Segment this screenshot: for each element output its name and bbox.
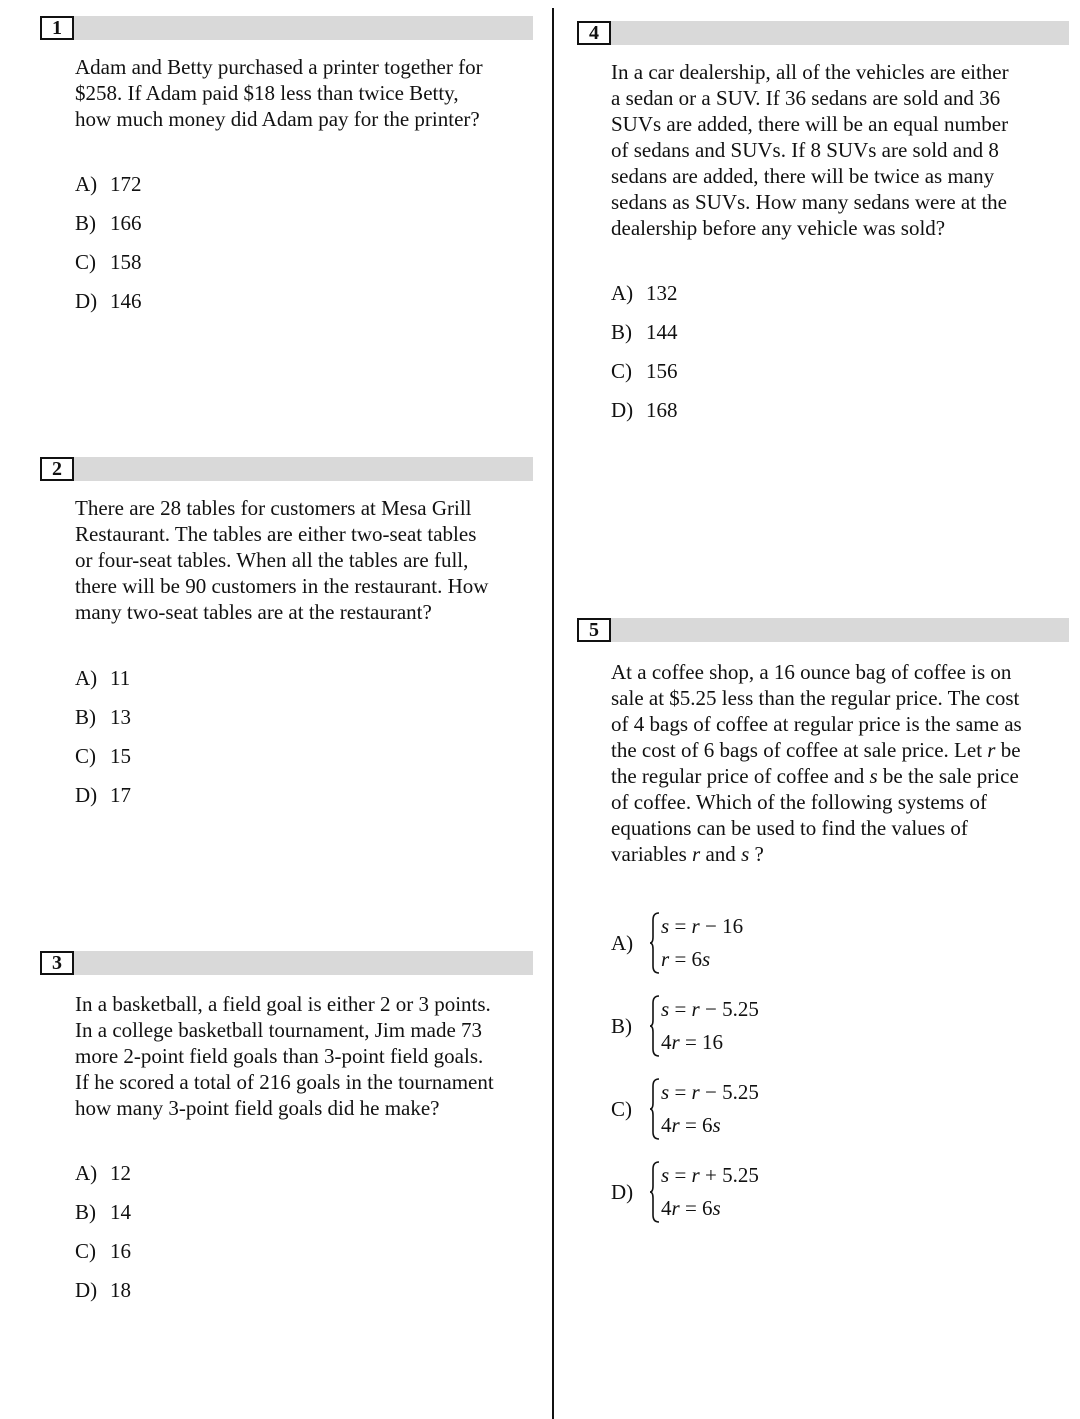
choice-value: 146 [110, 289, 142, 313]
equation: r = 6s [661, 947, 711, 971]
equation-system [661, 1076, 759, 1142]
choice-label: C) [75, 1239, 96, 1263]
stem-line: In a college basketball tournament, Jim made 73 [75, 1018, 483, 1042]
choice-value: 16 [110, 1239, 131, 1263]
left-brace-icon [649, 910, 661, 976]
equation: s = r − 5.25 [661, 1080, 759, 1104]
variable: r [661, 947, 670, 971]
choice-c[interactable] [75, 743, 131, 769]
variable: s [702, 947, 711, 971]
text-fragment: and [700, 842, 742, 866]
choice-value: 13 [110, 705, 131, 729]
choice-value: 144 [646, 320, 678, 344]
variable: s [712, 1113, 721, 1137]
choice-a[interactable] [75, 665, 130, 691]
choice-value: 15 [110, 744, 131, 768]
question-2-text [75, 495, 545, 625]
variable: s [869, 764, 878, 788]
header-bar [40, 951, 533, 975]
question-number: 2 [40, 457, 74, 481]
choice-label: C) [611, 359, 632, 383]
text-fragment: be the sale price [877, 764, 1019, 788]
stem-line: At a coffee shop, a 16 ounce bag of coffee is on [611, 660, 1012, 684]
stem-line [611, 763, 1073, 789]
choice-d[interactable] [75, 288, 142, 314]
choice-label: C) [75, 250, 96, 274]
choice-b[interactable] [75, 210, 142, 236]
stem-line: $258. If Adam paid $18 less than twice Betty, [75, 81, 459, 105]
choice-value: 156 [646, 359, 678, 383]
equation: s = r − 16 [661, 914, 744, 938]
variable: r [691, 1163, 700, 1187]
choice-value: 12 [110, 1161, 131, 1185]
choice-label: B) [75, 705, 96, 729]
header-bar [40, 457, 533, 481]
choice-value: 14 [110, 1200, 131, 1224]
question-1-text [75, 54, 545, 132]
choice-d[interactable] [75, 782, 131, 808]
stem-line: In a car dealership, all of the vehicles are either [611, 60, 1009, 84]
choice-value: 132 [646, 281, 678, 305]
question-2-header [40, 457, 533, 481]
stem-line: There are 28 tables for customers at Mesa Grill [75, 496, 472, 520]
stem-line: In a basketball, a field goal is either 2 or 3 points. [75, 992, 491, 1016]
choice-c[interactable] [75, 249, 142, 275]
choice-value: 17 [110, 783, 131, 807]
choice-label: C) [75, 744, 96, 768]
stem-line: many two-seat tables are at the restaurant? [75, 600, 432, 624]
equation-system [661, 1159, 759, 1225]
equation: 4r = 6s [661, 1196, 721, 1220]
choice-value: 11 [110, 666, 131, 690]
stem-line: there will be 90 customers in the restaurant. How [75, 574, 489, 598]
question-3-header [40, 951, 533, 975]
choice-label: D) [611, 398, 634, 422]
variable: s [661, 997, 670, 1021]
stem-line: SUVs are added, there will be an equal number [611, 112, 1009, 136]
header-bar [577, 618, 1069, 642]
choice-label: B) [611, 320, 632, 344]
choice-value: 168 [646, 398, 678, 422]
left-brace-icon [649, 1159, 661, 1225]
stem-line: how many 3-point field goals did he make? [75, 1096, 440, 1120]
choice-a[interactable] [75, 1160, 131, 1186]
variable: s [661, 1080, 670, 1104]
choice-label: A) [611, 281, 634, 305]
choice-label: D) [75, 1278, 98, 1302]
choice-a[interactable] [611, 280, 678, 306]
left-brace-icon [649, 993, 661, 1059]
variable: r [692, 842, 701, 866]
question-3-text [75, 991, 545, 1121]
stem-line: Adam and Betty purchased a printer together for [75, 55, 483, 79]
equation: 4r = 6s [661, 1113, 721, 1137]
stem-line: sedans are added, there will be twice as many [611, 164, 995, 188]
header-bar [40, 16, 533, 40]
text-fragment: ? [749, 842, 764, 866]
question-number: 1 [40, 16, 74, 40]
question-5-header [577, 618, 1069, 642]
choice-label: D) [75, 783, 98, 807]
choice-label: A) [75, 1161, 98, 1185]
choice-label: D) [75, 289, 98, 313]
column-divider [552, 8, 554, 1419]
equation-system [661, 910, 743, 976]
variable: s [661, 1163, 670, 1187]
text-fragment: variables [611, 842, 693, 866]
choice-d[interactable] [611, 397, 678, 423]
stem-line: a sedan or a SUV. If 36 sedans are sold and 36 [611, 86, 1001, 110]
choice-label: B) [611, 1014, 632, 1038]
text-fragment: be [995, 738, 1021, 762]
question-4-header [577, 21, 1069, 45]
variable: s [712, 1196, 721, 1220]
variable: r [671, 1113, 680, 1137]
choice-value: 158 [110, 250, 142, 274]
variable: s [741, 842, 750, 866]
choice-label: C) [611, 1097, 632, 1121]
question-1-header [40, 16, 533, 40]
text-fragment: the cost of 6 bags of coffee at sale price. Let [611, 738, 988, 762]
variable: r [691, 997, 700, 1021]
choice-c[interactable] [75, 1238, 131, 1264]
equation: 4r = 16 [661, 1030, 724, 1054]
variable: r [671, 1030, 680, 1054]
choice-b[interactable] [75, 1199, 131, 1225]
choice-d[interactable] [75, 1277, 131, 1303]
equation-system [661, 993, 759, 1059]
stem-line: how much money did Adam pay for the printer? [75, 107, 480, 131]
question-number: 5 [577, 618, 611, 642]
stem-line: Restaurant. The tables are either two-seat tables [75, 522, 477, 546]
stem-line: more 2-point field goals than 3-point field goals. [75, 1044, 484, 1068]
choice-label: A) [75, 666, 98, 690]
question-number: 3 [40, 951, 74, 975]
choice-value: 172 [110, 172, 142, 196]
choice-b[interactable] [75, 704, 131, 730]
choice-label: B) [75, 1200, 96, 1224]
question-4-text [611, 59, 1071, 241]
variable: r [691, 914, 700, 938]
text-fragment: the regular price of coffee and [611, 764, 870, 788]
header-bar [577, 21, 1069, 45]
variable: r [987, 738, 996, 762]
choice-b[interactable] [611, 319, 678, 345]
stem-line: or four-seat tables. When all the tables are full, [75, 548, 469, 572]
equation: s = r − 5.25 [661, 997, 759, 1021]
stem-line [611, 841, 1073, 867]
stem-line: sedans as SUVs. How many sedans were at the [611, 190, 1007, 214]
choice-label: A) [75, 172, 98, 196]
choice-label: D) [611, 1180, 634, 1204]
variable: r [691, 1080, 700, 1104]
choice-value: 18 [110, 1278, 131, 1302]
stem-line: equations can be used to find the values of [611, 816, 968, 840]
choice-label: B) [75, 211, 96, 235]
stem-line: dealership before any vehicle was sold? [611, 216, 946, 240]
stem-line [611, 737, 1073, 763]
question-5-text [611, 659, 1073, 867]
question-number: 4 [577, 21, 611, 45]
choice-c[interactable] [611, 358, 678, 384]
variable: s [661, 914, 670, 938]
choice-value: 166 [110, 211, 142, 235]
equation: s = r + 5.25 [661, 1163, 759, 1187]
left-brace-icon [649, 1076, 661, 1142]
stem-line: of sedans and SUVs. If 8 SUVs are sold and 8 [611, 138, 999, 162]
stem-line: of coffee. Which of the following systems of [611, 790, 987, 814]
stem-line: of 4 bags of coffee at regular price is the same as [611, 712, 1022, 736]
choice-label: A) [611, 931, 634, 955]
stem-line: sale at $5.25 less than the regular price. The cost [611, 686, 1020, 710]
choice-a[interactable] [75, 171, 142, 197]
variable: r [671, 1196, 680, 1220]
stem-line: If he scored a total of 216 goals in the tournament [75, 1070, 494, 1094]
